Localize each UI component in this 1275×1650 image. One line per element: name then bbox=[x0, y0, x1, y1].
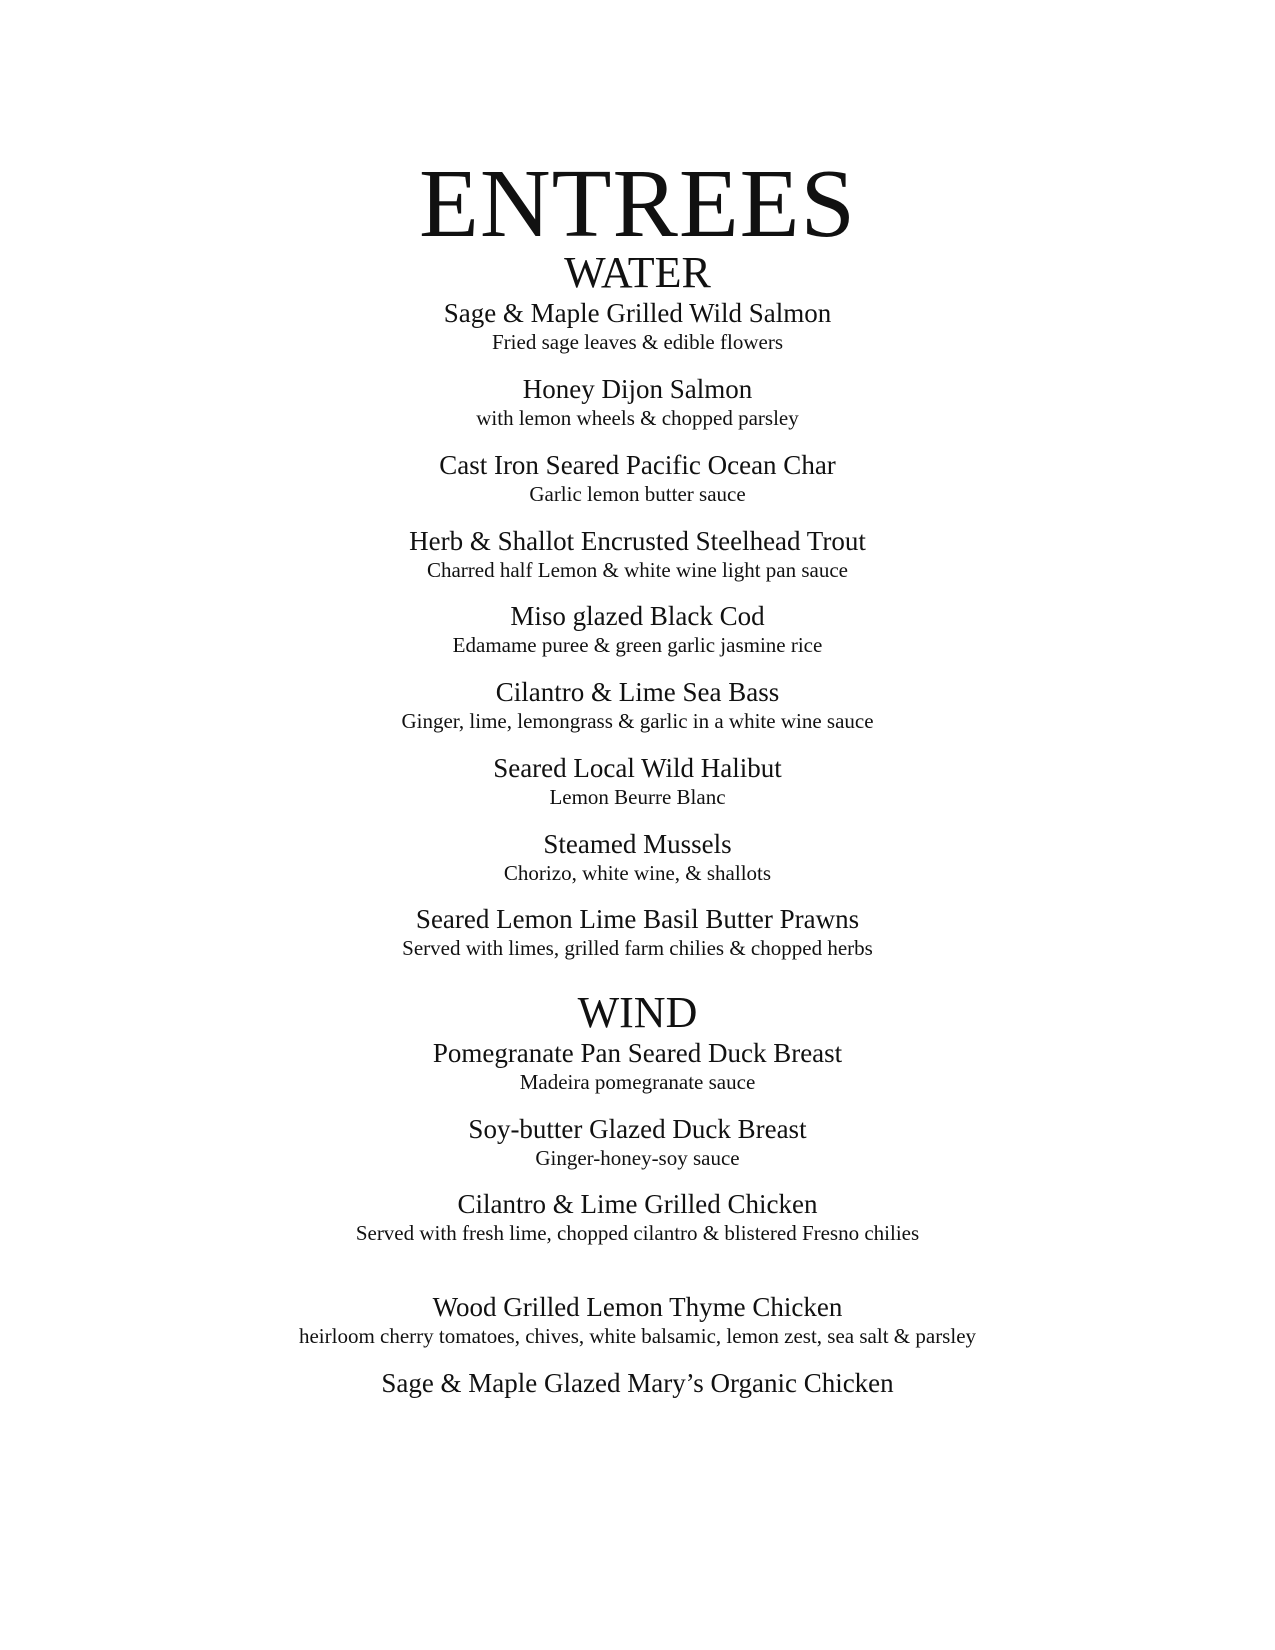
menu-item-description: Served with limes, grilled farm chilies & chopped herbs bbox=[402, 936, 873, 960]
menu-item bbox=[0, 1038, 1275, 1096]
menu-item bbox=[0, 526, 1275, 584]
menu-item bbox=[0, 677, 1275, 735]
menu-item-description: Madeira pomegranate sauce bbox=[519, 1070, 756, 1094]
menu-item bbox=[0, 298, 1275, 356]
menu-item bbox=[0, 753, 1275, 811]
menu-item-name: Sage & Maple Grilled Wild Salmon bbox=[443, 298, 832, 328]
menu-item bbox=[0, 1114, 1275, 1172]
menu-item-description: Chorizo, white wine, & shallots bbox=[503, 861, 772, 885]
menu-item-description: Charred half Lemon & white wine light pan sauce bbox=[426, 558, 849, 582]
menu-item-description: Ginger-honey-soy sauce bbox=[535, 1146, 740, 1170]
menu-item bbox=[0, 1368, 1275, 1398]
section-heading-wind: WIND bbox=[577, 988, 698, 1037]
menu-item-name: Pomegranate Pan Seared Duck Breast bbox=[432, 1038, 843, 1068]
menu-item-name: Steamed Mussels bbox=[543, 829, 732, 859]
menu-item-description: Served with fresh lime, chopped cilantro & blistered Fresno chilies bbox=[355, 1221, 920, 1245]
menu-item-name: Seared Lemon Lime Basil Butter Prawns bbox=[415, 904, 860, 934]
menu-item-name: Seared Local Wild Halibut bbox=[493, 753, 782, 783]
menu-item bbox=[0, 374, 1275, 432]
menu-item bbox=[0, 1189, 1275, 1247]
menu-item bbox=[0, 1292, 1275, 1350]
menu-item-description: heirloom cherry tomatoes, chives, white balsamic, lemon zest, sea salt & parsley bbox=[298, 1324, 977, 1348]
menu-item-name: Soy-butter Glazed Duck Breast bbox=[468, 1114, 807, 1144]
menu-item bbox=[0, 601, 1275, 659]
page-title: ENTREES bbox=[418, 150, 857, 258]
menu-item-description: Fried sage leaves & edible flowers bbox=[492, 330, 783, 354]
section-heading-water: WATER bbox=[564, 248, 711, 297]
menu-item-name: Miso glazed Black Cod bbox=[510, 601, 765, 631]
menu-item bbox=[0, 829, 1275, 887]
menu-item-name: Herb & Shallot Encrusted Steelhead Trout bbox=[409, 526, 866, 556]
menu-item-description: Lemon Beurre Blanc bbox=[549, 785, 726, 809]
menu-item-name: Honey Dijon Salmon bbox=[522, 374, 753, 404]
menu-item-description: Garlic lemon butter sauce bbox=[529, 482, 746, 506]
menu-item-description: Edamame puree & green garlic jasmine rice bbox=[452, 633, 823, 657]
menu-item-name: Cilantro & Lime Grilled Chicken bbox=[457, 1189, 818, 1219]
menu-item-name: Wood Grilled Lemon Thyme Chicken bbox=[432, 1292, 843, 1322]
menu-item-name: Cilantro & Lime Sea Bass bbox=[495, 677, 780, 707]
menu-item-description: with lemon wheels & chopped parsley bbox=[476, 406, 799, 430]
menu-item-name: Cast Iron Seared Pacific Ocean Char bbox=[439, 450, 836, 480]
menu-item bbox=[0, 450, 1275, 508]
menu-item bbox=[0, 904, 1275, 962]
menu-item-description: Ginger, lime, lemongrass & garlic in a white wine sauce bbox=[401, 709, 874, 733]
menu-item-name: Sage & Maple Glazed Mary’s Organic Chicken bbox=[381, 1368, 894, 1398]
